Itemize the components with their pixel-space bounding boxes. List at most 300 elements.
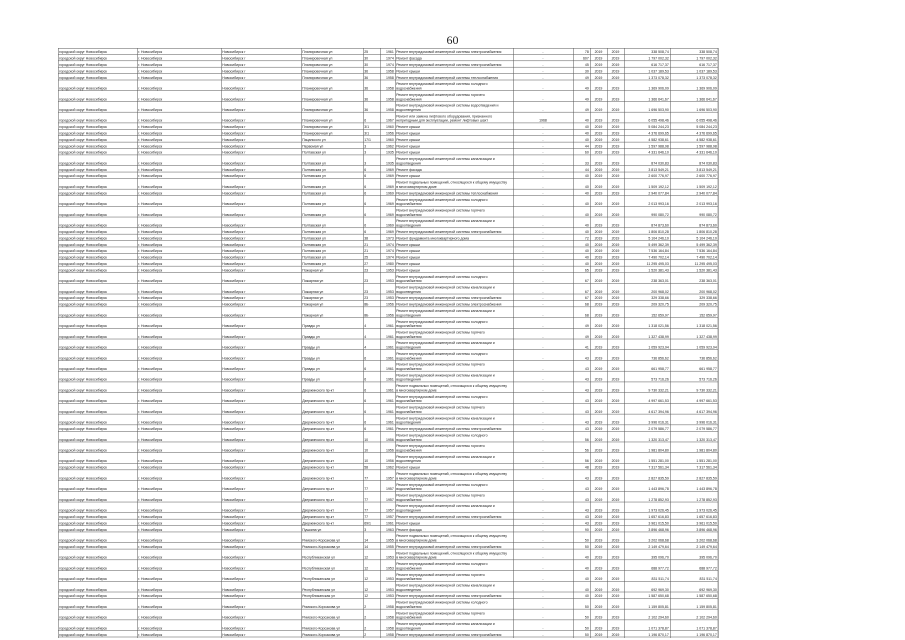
table-cell-year_from: 2019 — [594, 97, 603, 102]
table-cell-cost_total: 2 079 586,77 — [696, 427, 717, 432]
table-cell-year: 1958 — [386, 615, 394, 620]
table-cell-district: городской округ Новосибирск — [59, 420, 107, 425]
table-cell-year_from: 2019 — [594, 514, 603, 519]
table-cell-cost: 1 159 805,81 — [648, 604, 669, 609]
table-cell-cost_total: 3 813 549,21 — [696, 167, 717, 172]
table-cell-year_from: 2019 — [594, 242, 603, 247]
table-cell-unit: - — [542, 289, 544, 294]
table-cell-cost_total: 200 968,02 — [699, 289, 717, 294]
table-cell-cost_total: 1 657 616,83 — [696, 514, 717, 519]
table-cell-volume: 67 — [584, 296, 589, 301]
table-cell-work: водоснабжения — [396, 97, 422, 102]
table-cell-work: Ремонт внутридомовой инженерной системы канализации и — [396, 219, 495, 224]
table-cell-city: г. Новосибирск — [138, 367, 163, 372]
table-cell-place: Новосибирск г — [222, 508, 246, 513]
table-cell-city: г. Новосибирск — [138, 594, 163, 599]
table-cell-unit: - — [542, 544, 544, 549]
table-cell-city: г. Новосибирск — [138, 427, 163, 432]
table-cell-work: водоотведения — [396, 313, 421, 318]
table-cell-year_from: 2019 — [594, 223, 603, 228]
table-cell-place: Новосибирск г — [222, 97, 246, 102]
table-cell-house: 36 — [364, 69, 369, 74]
table-cell-place: Новосибирск г — [222, 615, 246, 620]
table-cell-year_from: 2019 — [594, 544, 603, 549]
table-cell-year: 1953 — [386, 587, 394, 592]
table-cell-year: 1969 — [386, 174, 394, 179]
table-cell-year_from: 2019 — [594, 279, 603, 284]
table-cell-year_to: 2019 — [611, 508, 620, 513]
table-cell-year_to: 2019 — [611, 427, 620, 432]
table-cell-cost_total: 5 104 246,10 — [696, 236, 717, 241]
table-cell-district: городской округ Новосибирск — [59, 279, 107, 284]
table-cell-year_from: 2019 — [594, 437, 603, 442]
table-cell-year: 1958 — [386, 107, 394, 112]
table-cell-cost: 1 278 852,93 — [648, 497, 669, 502]
table-cell-year_from: 2019 — [594, 69, 603, 74]
table-cell-cost: 4 331 646,10 — [648, 150, 669, 155]
table-cell-district: городской округ Новосибирск — [59, 487, 107, 492]
table-cell-work: Ремонт подвальных помещений, относящихся к общему имуществу — [396, 472, 507, 477]
table-cell-place: Новосибирск г — [222, 399, 246, 404]
table-cell-cost: 1 520 381,43 — [648, 268, 669, 273]
table-cell-street: Римского-Корсакова ул — [302, 632, 341, 637]
table-cell-cost: 2 600 776,97 — [648, 174, 669, 179]
table-cell-cost: 2 827 835,59 — [648, 476, 669, 481]
table-cell-cost: 1 981 804,80 — [648, 448, 669, 453]
table-cell-volume: 48 — [584, 465, 589, 470]
table-cell-city: г. Новосибирск — [138, 279, 163, 284]
table-cell-city: г. Новосибирск — [138, 487, 163, 492]
table-cell-district: городской округ Новосибирск — [59, 626, 107, 631]
table-cell-cost: 200 968,02 — [651, 289, 669, 294]
table-cell-place: Новосибирск г — [222, 75, 246, 80]
table-cell-cost_total: 1 071 378,87 — [696, 626, 717, 631]
table-cell-street: Правды ул — [302, 334, 320, 339]
table-cell-house: 77 — [364, 476, 369, 481]
table-cell-street: Дзержинского пр-кт — [302, 476, 334, 481]
table-cell-volume: 40 — [584, 587, 589, 592]
table-cell-street: Полтавская ул — [302, 249, 326, 254]
table-cell-street: Пожарная ул — [302, 302, 324, 307]
table-cell-cost: 238 363,01 — [651, 279, 669, 284]
table-cell-work: водоотведения — [396, 223, 421, 228]
table-cell-volume: 68 — [584, 302, 589, 307]
table-cell-district: городской округ Новосибирск — [59, 289, 107, 294]
table-cell-district: городской округ Новосибирск — [59, 604, 107, 609]
table-cell-year: 1956 — [386, 448, 394, 453]
table-cell-district: городской округ Новосибирск — [59, 427, 107, 432]
table-cell-work: Ремонт внутридомовой инженерной системы канализации и — [396, 454, 495, 459]
table-cell-cost: 1 059 923,94 — [648, 345, 669, 350]
table-cell-cost_total: 1 597 988,98 — [696, 144, 717, 149]
table-cell-work: Ремонт внутридомовой инженерной системы холодного — [396, 319, 488, 324]
table-cell-city: г. Новосибирск — [138, 508, 163, 513]
table-cell-year_to: 2019 — [611, 249, 620, 254]
table-cell-city: г. Новосибирск — [138, 604, 163, 609]
table-cell-cost: 338 508,74 — [651, 50, 669, 55]
table-cell-unit: - — [542, 236, 544, 241]
table-cell-year_to: 2019 — [611, 555, 620, 560]
table-cell-year_to: 2019 — [611, 566, 620, 571]
table-cell-year_to: 2019 — [611, 223, 620, 228]
table-cell-year_from: 2019 — [594, 427, 603, 432]
table-cell-cost_total: 4 997 661,53 — [696, 399, 717, 404]
table-cell-work: Ремонт внутридомовой инженерной системы канализации и — [396, 583, 495, 588]
table-cell-house: 12 — [364, 587, 369, 592]
table-cell-city: г. Новосибирск — [138, 75, 163, 80]
table-cell-work: Ремонт внутридомовой инженерной системы электроснабжения — [396, 427, 502, 432]
table-cell-year_from: 2019 — [594, 150, 603, 155]
table-cell-unit: - — [542, 56, 544, 61]
table-cell-year_to: 2019 — [611, 302, 620, 307]
table-cell-unit: - — [542, 324, 544, 329]
table-cell-work: Ремонт внутридомовой инженерной системы холодного — [396, 394, 488, 399]
table-cell-street: Полтавская ул — [302, 223, 326, 228]
table-cell-place: Новосибирск г — [222, 420, 246, 425]
table-cell-cost_total: 1 037 189,53 — [696, 69, 717, 74]
table-cell-cost: 1 696 503,90 — [648, 107, 669, 112]
table-cell-cost: 1 318 021,56 — [648, 324, 669, 329]
table-cell-unit: - — [542, 508, 544, 513]
table-cell-cost: 4 376 699,65 — [648, 131, 669, 136]
table-cell-cost_total: 874 030,83 — [699, 161, 717, 166]
table-cell-year_from: 2019 — [594, 420, 603, 425]
table-cell-year: 1953 — [386, 555, 394, 560]
table-cell-place: Новосибирск г — [222, 69, 246, 74]
table-cell-unit: - — [542, 388, 544, 393]
table-cell-year_from: 2019 — [594, 261, 603, 266]
table-cell-work: водоотведения — [396, 161, 421, 166]
table-cell-street: Полтавская ул — [302, 174, 326, 179]
table-cell-volume: 68 — [584, 313, 589, 318]
table-cell-work: водоотведения — [396, 289, 421, 294]
table-cell-street: Полтавская ул — [302, 242, 326, 247]
table-cell-cost: 4 997 661,53 — [648, 399, 669, 404]
table-cell-volume: 40 — [584, 577, 589, 582]
table-cell-street: Полтавская ул — [302, 161, 326, 166]
table-cell-year: 1974 — [386, 56, 394, 61]
table-cell-work: Ремонт внутридомовой инженерной системы теплоснабжения — [396, 75, 499, 80]
table-cell-year: 1961 — [386, 420, 394, 425]
table-cell-house: 77 — [364, 514, 369, 519]
table-cell-place: Новосибирск г — [222, 242, 246, 247]
table-cell-cost: 874 873,60 — [651, 223, 669, 228]
table-cell-year_to: 2019 — [611, 514, 620, 519]
table-cell-street: Пожарная ул — [302, 313, 324, 318]
table-cell-house: 36 — [364, 75, 369, 80]
table-cell-work: Ремонт внутридомовой инженерной системы канализации и — [396, 157, 495, 162]
table-cell-year_to: 2019 — [611, 107, 620, 112]
table-cell-cost_total: 1 159 805,81 — [696, 604, 717, 609]
table-cell-place: Новосибирск г — [222, 356, 246, 361]
table-cell-year_to: 2019 — [611, 356, 620, 361]
table-cell-cost_total: 661 958,77 — [699, 367, 717, 372]
table-cell-work: Ремонт внутридомовой инженерной системы теплоснабжения — [396, 191, 499, 196]
table-cell-cost_total: 1 327 438,99 — [696, 334, 717, 339]
table-cell-year_to: 2019 — [611, 388, 620, 393]
table-cell-district: городской округ Новосибирск — [59, 594, 107, 599]
table-cell-volume: 49 — [584, 334, 589, 339]
table-cell-year_to: 2019 — [611, 161, 620, 166]
table-cell-volume: 50 — [584, 544, 589, 549]
table-cell-house: 6 — [364, 223, 367, 228]
table-cell-district: городской округ Новосибирск — [59, 236, 107, 241]
table-cell-place: Новосибирск г — [222, 184, 246, 189]
table-cell-volume: 40 — [584, 223, 589, 228]
table-cell-volume: 40 — [584, 118, 589, 123]
table-cell-work: Ремонт внутридомовой инженерной системы электроснабжения — [396, 50, 502, 55]
table-cell-street: Пацанского ул — [302, 137, 326, 142]
table-cell-street: Республиканская ул — [302, 587, 335, 592]
table-cell-district: городской округ Новосибирск — [59, 476, 107, 481]
table-cell-work: Ремонт крыши — [396, 144, 420, 149]
table-cell-city: г. Новосибирск — [138, 388, 163, 393]
table-cell-year: 1955 — [386, 544, 394, 549]
table-cell-year_to: 2019 — [611, 86, 620, 91]
table-cell-year_to: 2019 — [611, 242, 620, 247]
table-cell-year_from: 2019 — [594, 566, 603, 571]
table-cell-cost: 4 582 938,61 — [648, 137, 669, 142]
table-cell-place: Новосибирск г — [222, 313, 246, 318]
table-cell-place: Новосибирск г — [222, 544, 246, 549]
table-cell-cost: 688 977,72 — [651, 566, 669, 571]
table-cell-district: городской округ Новосибирск — [59, 448, 107, 453]
table-cell-street: Правды ул — [302, 324, 320, 329]
table-cell-year_to: 2019 — [611, 521, 620, 526]
table-cell-house: 6 — [364, 356, 367, 361]
table-cell-volume: 43 — [584, 514, 589, 519]
table-cell-year_from: 2019 — [594, 107, 603, 112]
table-cell-work: Ремонт крыши — [396, 69, 420, 74]
table-cell-district: городской округ Новосибирск — [59, 313, 107, 318]
table-cell-year: 1961 — [386, 324, 394, 329]
table-cell-cost: 831 511,74 — [651, 577, 669, 582]
table-cell-year_to: 2019 — [611, 167, 620, 172]
table-cell-place: Новосибирск г — [222, 377, 246, 382]
table-cell-place: Новосибирск г — [222, 229, 246, 234]
table-cell-unit: - — [542, 459, 544, 464]
table-cell-unit: - — [542, 212, 544, 217]
table-cell-work: Ремонт крыши — [396, 150, 420, 155]
table-cell-work: водоснабжения — [396, 409, 422, 414]
table-cell-place: Новосибирск г — [222, 131, 246, 136]
table-cell-place: Новосибирск г — [222, 459, 246, 464]
table-cell-street: Правды ул — [302, 377, 320, 382]
table-cell-district: городской округ Новосибирск — [59, 56, 107, 61]
table-cell-year_to: 2019 — [611, 268, 620, 273]
table-cell-city: г. Новосибирск — [138, 334, 163, 339]
table-cell-district: городской округ Новосибирск — [59, 174, 107, 179]
table-cell-year_from: 2019 — [594, 555, 603, 560]
table-cell-work: Ремонт крыши — [396, 465, 420, 470]
table-cell-place: Новосибирск г — [222, 587, 246, 592]
table-cell-work: водоснабжения — [396, 324, 422, 329]
table-cell-volume: 40 — [584, 594, 589, 599]
table-cell-year_from: 2019 — [594, 388, 603, 393]
table-cell-city: г. Новосибирск — [138, 63, 163, 68]
table-cell-cost: 2 013 993,16 — [648, 202, 669, 207]
table-cell-cost: 11 295 495,03 — [646, 261, 669, 266]
table-cell-year: 1962 — [386, 144, 394, 149]
table-cell-volume: 40 — [584, 202, 589, 207]
table-cell-year_to: 2019 — [611, 538, 620, 543]
table-cell-unit: - — [542, 527, 544, 532]
table-cell-year_to: 2019 — [611, 261, 620, 266]
table-cell-city: г. Новосибирск — [138, 184, 163, 189]
table-cell-year: 1961 — [386, 334, 394, 339]
table-cell-district: городской округ Новосибирск — [59, 150, 107, 155]
table-cell-place: Новосибирск г — [222, 527, 246, 532]
table-cell-street: Правды ул — [302, 367, 320, 372]
table-cell-volume: 607 — [582, 56, 589, 61]
table-cell-work: водоотведения — [396, 107, 421, 112]
table-cell-city: г. Новосибирск — [138, 97, 163, 102]
table-cell-place: Новосибирск г — [222, 555, 246, 560]
table-cell-street: Полтавская ул — [302, 202, 326, 207]
table-cell-cost: 6 055 498,46 — [648, 118, 669, 123]
table-cell-city: г. Новосибирск — [138, 313, 163, 318]
table-cell-work: Ремонт внутридомовой инженерной системы горячего — [396, 444, 485, 449]
table-cell-city: г. Новосибирск — [138, 261, 163, 266]
table-cell-unit: - — [542, 131, 544, 136]
table-cell-work: водоснабжения — [396, 356, 422, 361]
table-cell-city: г. Новосибирск — [138, 137, 163, 142]
table-cell-street: Республиканская ул — [302, 566, 335, 571]
table-cell-district: городской округ Новосибирск — [59, 437, 107, 442]
table-cell-cost_total: 1 443 896,78 — [696, 487, 717, 492]
table-cell-cost_total: 1 369 906,09 — [696, 86, 717, 91]
table-cell-street: Пушкина ул — [302, 527, 322, 532]
table-cell-district: городской округ Новосибирск — [59, 324, 107, 329]
table-cell-cost_total: 11 295 495,03 — [694, 261, 717, 266]
table-cell-district: городской округ Новосибирск — [59, 334, 107, 339]
table-cell-street: Дзержинского пр-кт — [302, 465, 334, 470]
table-cell-year_from: 2019 — [594, 367, 603, 372]
table-cell-year: 1957 — [386, 497, 394, 502]
table-cell-volume: 44 — [584, 144, 589, 149]
table-cell-cost_total: 1 797 002,32 — [696, 56, 717, 61]
table-cell-house: 3 — [364, 527, 367, 532]
table-cell-house: 21 — [364, 249, 369, 254]
table-cell-year: 1935 — [386, 161, 394, 166]
table-cell-year: 1960 — [386, 137, 394, 142]
table-cell-unit: - — [542, 296, 544, 301]
table-cell-cost: 9 730 332,21 — [648, 388, 669, 393]
table-cell-year: 1961 — [386, 388, 394, 393]
table-cell-year: 1958 — [386, 632, 394, 637]
table-cell-unit: - — [542, 497, 544, 502]
table-cell-work: Ремонт внутридомовой инженерной системы электроснабжения — [396, 514, 502, 519]
table-cell-district: городской округ Новосибирск — [59, 555, 107, 560]
table-cell-year: 1957 — [386, 508, 394, 513]
table-cell-street: Дзержинского пр-кт — [302, 514, 334, 519]
table-cell-house: 23 — [364, 296, 369, 301]
table-cell-city: г. Новосибирск — [138, 476, 163, 481]
table-cell-city: г. Новосибирск — [138, 118, 163, 123]
table-cell-work: водоснабжения — [396, 437, 422, 442]
table-cell-work: Ремонт крыши — [396, 174, 420, 179]
table-cell-volume: 50 — [584, 604, 589, 609]
table-cell-place: Новосибирск г — [222, 261, 246, 266]
table-cell-cost_total: 2 940 077,84 — [696, 191, 717, 196]
table-cell-city: г. Новосибирск — [138, 69, 163, 74]
table-cell-district: городской округ Новосибирск — [59, 377, 107, 382]
table-cell-place: Новосибирск г — [222, 324, 246, 329]
table-cell-work: Ремонт внутридомовой инженерной системы водоотведения и — [396, 103, 499, 108]
table-cell-district: городской округ Новосибирск — [59, 75, 107, 80]
table-cell-year_from: 2019 — [594, 174, 603, 179]
table-cell-house: 2 — [364, 615, 367, 620]
table-cell-year_to: 2019 — [611, 465, 620, 470]
table-cell-district: городской округ Новосибирск — [59, 191, 107, 196]
table-cell-year_to: 2019 — [611, 615, 620, 620]
table-cell-year_from: 2019 — [594, 249, 603, 254]
table-cell-year_to: 2019 — [611, 150, 620, 155]
table-cell-year_from: 2019 — [594, 577, 603, 582]
table-cell-year: 1969 — [386, 223, 394, 228]
table-cell-house: 4 — [364, 334, 367, 339]
table-cell-house: 14 — [364, 544, 369, 549]
table-cell-year: 1961 — [386, 409, 394, 414]
table-cell-district: городской округ Новосибирск — [59, 107, 107, 112]
table-cell-cost_total: 7 490 702,14 — [696, 255, 717, 260]
table-cell-house: 30 — [364, 63, 369, 68]
table-cell-street: Планировочная ул — [302, 86, 333, 91]
table-cell-house: 6 — [364, 202, 367, 207]
table-cell-place: Новосибирск г — [222, 577, 246, 582]
table-cell-unit: - — [542, 63, 544, 68]
table-cell-cost: 3 961 015,50 — [648, 521, 669, 526]
table-cell-year_to: 2019 — [611, 345, 620, 350]
table-cell-cost: 990 080,72 — [651, 212, 669, 217]
table-cell-city: г. Новосибирск — [138, 302, 163, 307]
table-cell-work: Ремонт внутридомовой инженерной системы электроснабжения — [396, 229, 502, 234]
table-cell-work: Ремонт фундамента многоквартирного дома — [396, 236, 469, 241]
table-cell-cost_total: 736 856,62 — [699, 356, 717, 361]
table-cell-unit: - — [542, 587, 544, 592]
table-cell-street: Дзержинского пр-кт — [302, 427, 334, 432]
table-cell-unit: - — [542, 302, 544, 307]
table-cell-district: городской округ Новосибирск — [59, 521, 107, 526]
table-cell-city: г. Новосибирск — [138, 577, 163, 582]
table-cell-year_to: 2019 — [611, 459, 620, 464]
table-cell-district: городской округ Новосибирск — [59, 587, 107, 592]
table-cell-district: городской округ Новосибирск — [59, 86, 107, 91]
table-cell-cost: 874 030,83 — [651, 161, 669, 166]
table-cell-unit: - — [542, 97, 544, 102]
table-cell-street: Римского-Корсакова ул — [302, 615, 341, 620]
table-cell-work: Ремонт внутридомовой инженерной системы холодного — [396, 562, 488, 567]
table-cell-cost: 2 079 586,77 — [648, 427, 669, 432]
table-cell-house: 23 — [364, 289, 369, 294]
table-cell-unit: - — [542, 465, 544, 470]
table-cell-city: г. Новосибирск — [138, 212, 163, 217]
table-cell-year: 1957 — [386, 476, 394, 481]
table-cell-district: городской округ Новосибирск — [59, 356, 107, 361]
table-cell-year: 1969 — [386, 202, 394, 207]
table-cell-city: г. Новосибирск — [138, 167, 163, 172]
table-cell-street: Планировочная ул — [302, 118, 333, 123]
table-cell-street: Республиканская ул — [302, 577, 335, 582]
table-cell-district: городской округ Новосибирск — [59, 345, 107, 350]
table-cell-house: 23 — [364, 268, 369, 273]
table-cell-year_to: 2019 — [611, 577, 620, 582]
table-cell-city: г. Новосибирск — [138, 465, 163, 470]
table-cell-year_from: 2019 — [594, 409, 603, 414]
table-cell-volume: 43 — [584, 508, 589, 513]
table-cell-work: водоснабжения — [396, 212, 422, 217]
table-cell-cost: 7 490 702,14 — [648, 255, 669, 260]
